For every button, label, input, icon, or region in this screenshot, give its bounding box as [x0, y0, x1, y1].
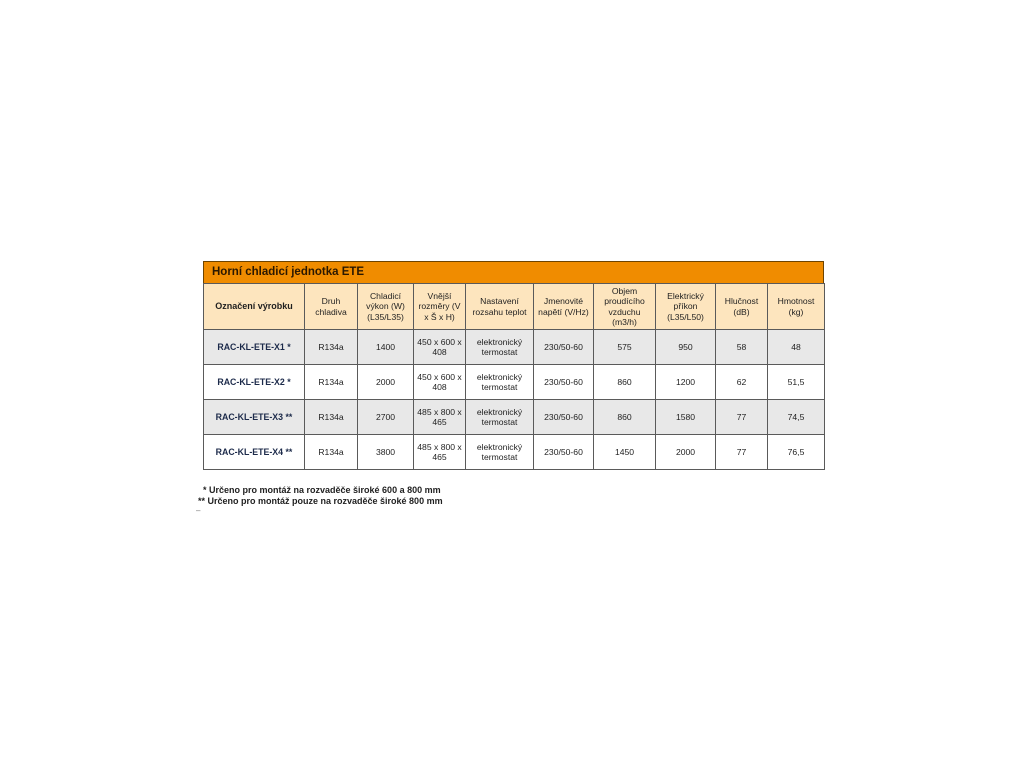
- cell-temp-range: elektronický termostat: [466, 365, 534, 400]
- cell-cooling-power: 2700: [358, 400, 414, 435]
- cell-voltage: 230/50-60: [534, 435, 594, 470]
- cell-dimensions: 450 x 600 x 408: [414, 330, 466, 365]
- footnotes: [198, 485, 443, 507]
- cell-power-input: 950: [656, 330, 716, 365]
- cell-weight: 76,5: [768, 435, 825, 470]
- cell-noise: 77: [716, 400, 768, 435]
- cell-temp-range: elektronický termostat: [466, 435, 534, 470]
- cell-product-code: RAC-KL-ETE-X3 **: [204, 400, 305, 435]
- header-power-input: Elektrický příkon (L35/L50): [656, 284, 716, 330]
- cell-refrigerant: R134a: [305, 330, 358, 365]
- table-row: [204, 435, 825, 470]
- stray-mark: –: [196, 506, 201, 515]
- table-row: [204, 400, 825, 435]
- cell-airflow: 575: [594, 330, 656, 365]
- table-row: [204, 330, 825, 365]
- cell-product-code: RAC-KL-ETE-X1 *: [204, 330, 305, 365]
- cell-airflow: 860: [594, 365, 656, 400]
- header-refrigerant: Druh chladiva: [305, 284, 358, 330]
- cell-airflow: 860: [594, 400, 656, 435]
- cell-cooling-power: 3800: [358, 435, 414, 470]
- cell-voltage: 230/50-60: [534, 400, 594, 435]
- cell-product-code: RAC-KL-ETE-X4 **: [204, 435, 305, 470]
- cell-power-input: 1580: [656, 400, 716, 435]
- cell-noise: 58: [716, 330, 768, 365]
- header-voltage: Jmenovité napětí (V/Hz): [534, 284, 594, 330]
- cell-cooling-power: 2000: [358, 365, 414, 400]
- table-row: [204, 365, 825, 400]
- header-temp-range: Nastavení rozsahu teplot: [466, 284, 534, 330]
- cell-voltage: 230/50-60: [534, 330, 594, 365]
- cell-noise: 62: [716, 365, 768, 400]
- header-airflow: Objem proudícího vzduchu (m3/h): [594, 284, 656, 330]
- cell-weight: 51,5: [768, 365, 825, 400]
- header-dimensions: Vnější rozměry (V x Š x H): [414, 284, 466, 330]
- cell-dimensions: 485 x 800 x 465: [414, 435, 466, 470]
- header-row: [204, 284, 825, 330]
- cell-weight: 48: [768, 330, 825, 365]
- cell-temp-range: elektronický termostat: [466, 330, 534, 365]
- footnote-double-asterisk: ** Určeno pro montáž pouze na rozvaděče široké 800 mm: [198, 496, 443, 506]
- spec-table: [203, 283, 825, 470]
- cell-noise: 77: [716, 435, 768, 470]
- cell-refrigerant: R134a: [305, 365, 358, 400]
- cell-weight: 74,5: [768, 400, 825, 435]
- cell-refrigerant: R134a: [305, 435, 358, 470]
- header-noise: Hlučnost (dB): [716, 284, 768, 330]
- cell-refrigerant: R134a: [305, 400, 358, 435]
- header-weight: Hmotnost (kg): [768, 284, 825, 330]
- cell-product-code: RAC-KL-ETE-X2 *: [204, 365, 305, 400]
- spec-table-container: [203, 261, 824, 470]
- cell-cooling-power: 1400: [358, 330, 414, 365]
- cell-dimensions: 485 x 800 x 465: [414, 400, 466, 435]
- cell-dimensions: 450 x 600 x 408: [414, 365, 466, 400]
- cell-airflow: 1450: [594, 435, 656, 470]
- cell-voltage: 230/50-60: [534, 365, 594, 400]
- table-title: Horní chladicí jednotka ETE: [203, 261, 824, 283]
- footnote-single-asterisk: * Určeno pro montáž na rozvaděče široké 600 a 800 mm: [203, 485, 441, 495]
- cell-power-input: 1200: [656, 365, 716, 400]
- header-cooling-power: Chladicí výkon (W) (L35/L35): [358, 284, 414, 330]
- cell-power-input: 2000: [656, 435, 716, 470]
- cell-temp-range: elektronický termostat: [466, 400, 534, 435]
- header-product-code: Označení výrobku: [204, 284, 305, 330]
